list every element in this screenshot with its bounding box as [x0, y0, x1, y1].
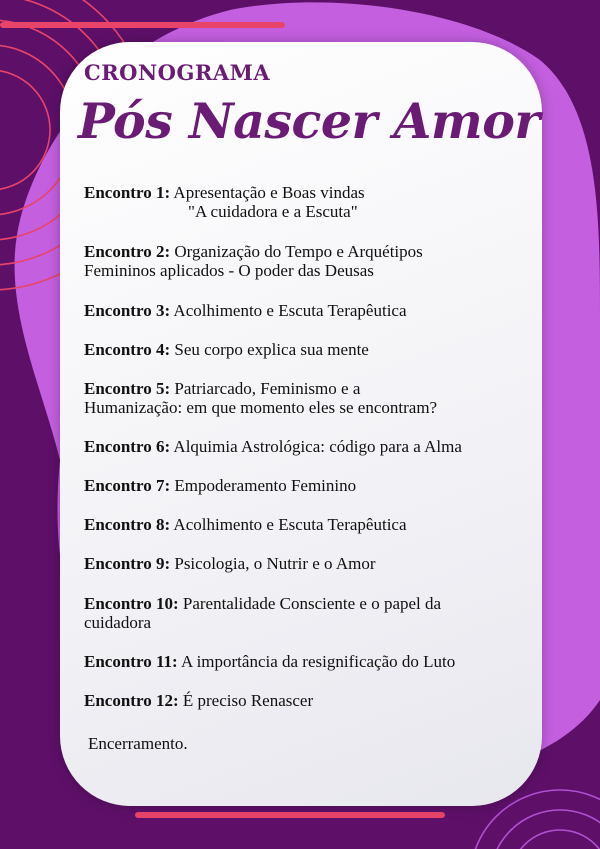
encounter-label: Encontro 11:: [84, 652, 178, 671]
encounter-label: Encontro 3:: [84, 301, 171, 320]
encounter-label: Encontro 10:: [84, 594, 179, 613]
top-accent-line: [0, 22, 285, 28]
encounter-text-2: "A cuidadora e a Escuta": [188, 202, 358, 221]
encounter-label: Encontro 7:: [84, 476, 171, 495]
encounter-label: Encontro 8:: [84, 515, 171, 534]
encounter-text-2: cuidadora: [84, 613, 152, 632]
encounter-label: Encontro 2:: [84, 242, 171, 261]
encounter-text: Patriarcado, Feminismo e a: [170, 379, 361, 398]
encounter-10: [84, 594, 554, 632]
encounter-2: [84, 242, 554, 280]
encounter-3: [84, 301, 554, 320]
encounter-label: Encontro 6:: [84, 437, 171, 456]
encounter-text: A importância da resignificação do Luto: [177, 652, 456, 671]
encounter-text: Acolhimento e Escuta Terapêutica: [170, 301, 407, 320]
encounter-4: [84, 340, 554, 359]
encounter-text: Empoderamento Feminino: [170, 476, 357, 495]
encounter-7: [84, 476, 554, 495]
schedule-kicker: CRONOGRAMA: [84, 60, 271, 85]
closing-text: Encerramento.: [88, 734, 188, 753]
encounter-6: [84, 437, 554, 456]
encounter-label: Encontro 12:: [84, 691, 179, 710]
encounter-text: É preciso Renascer: [178, 691, 314, 710]
encounter-8: [84, 515, 554, 534]
encounter-5: [84, 379, 554, 417]
encounter-text-2: Humanização: em que momento eles se encontram?: [84, 398, 438, 417]
encounter-text: Seu corpo explica sua mente: [170, 340, 369, 359]
encounter-text: Organização do Tempo e Arquétipos: [170, 242, 423, 261]
encounter-text: Apresentação e Boas vindas: [170, 183, 365, 202]
encounter-text: Parentalidade Consciente e o papel da: [178, 594, 442, 613]
encounter-text-2: Femininos aplicados - O poder das Deusas: [84, 261, 374, 280]
encounter-label: Encontro 9:: [84, 554, 171, 573]
encounter-text: Acolhimento e Escuta Terapêutica: [170, 515, 407, 534]
encounter-label: Encontro 4:: [84, 340, 171, 359]
schedule-title: Pós Nascer Amor: [78, 92, 540, 150]
encounter-text: Alquimia Astrológica: código para a Alma: [170, 437, 462, 456]
encounter-label: Encontro 1:: [84, 183, 171, 202]
encounter-9: [84, 554, 554, 573]
bottom-accent-line: [135, 812, 445, 818]
encounter-11: [84, 652, 554, 671]
encounter-1: [84, 183, 554, 221]
encounter-12: [84, 691, 554, 710]
encounter-text: Psicologia, o Nutrir e o Amor: [170, 554, 376, 573]
encounter-label: Encontro 5:: [84, 379, 171, 398]
